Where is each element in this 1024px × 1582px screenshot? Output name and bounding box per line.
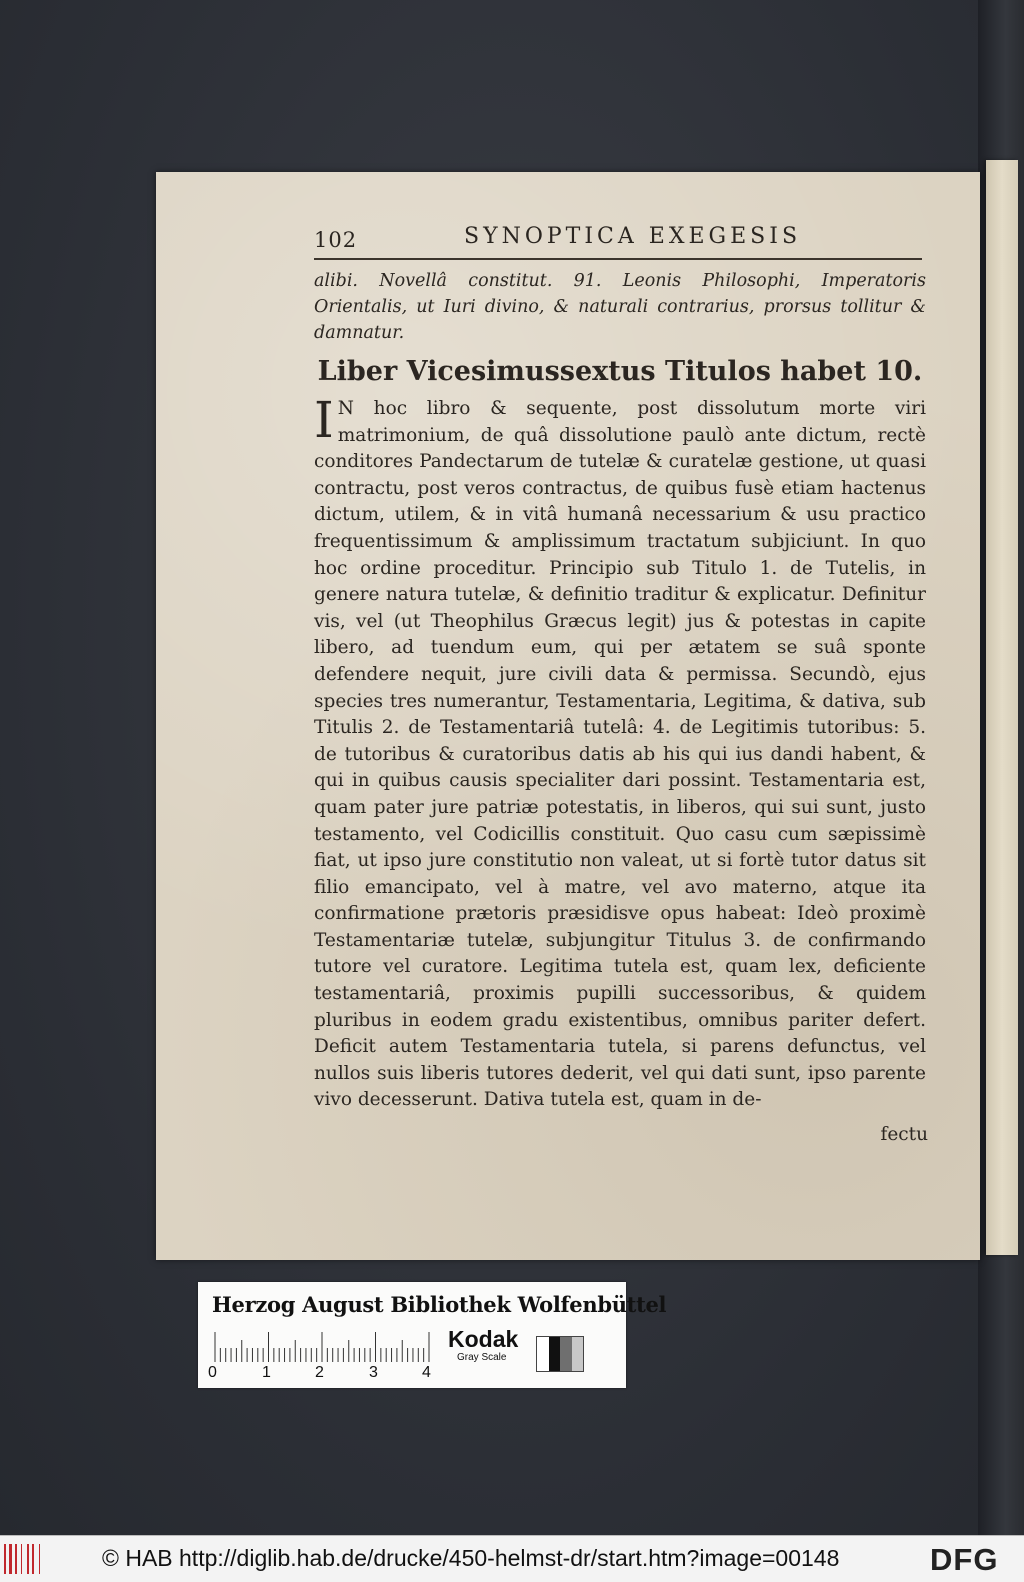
body-paragraph <box>314 391 926 1114</box>
page-number: 102 <box>314 228 358 252</box>
kodak-subtitle: Gray Scale <box>457 1352 507 1363</box>
ruler-number: 1 <box>262 1364 271 1381</box>
ruler-number: 4 <box>422 1364 431 1381</box>
library-name: Herzog August Bibliothek Wolfenbüttel <box>212 1292 667 1317</box>
ruler-number: 2 <box>315 1364 324 1381</box>
facing-page-edge <box>986 160 1018 1255</box>
kodak-logo: Kodak <box>448 1326 519 1352</box>
ruler-scale <box>214 1328 432 1362</box>
page-header <box>314 220 934 256</box>
ruler-number: 3 <box>369 1364 378 1381</box>
book-heading: Liber Vicesimussextus Titulos habet 10. <box>317 356 923 387</box>
footer-bar <box>0 1535 1024 1582</box>
body-text: N hoc libro & sequente, post dissolutum morte viri matrimonium, de quâ dissolutione paulò ante dictum, rectè conditores Pandectarum de tutelæ & curatelæ gestione, ut quasi contractu, post veros contractus, de quibus fusè etiam hactenus dictum, utilem, & in vitâ humanâ necessarium & usu practico frequentissimum & amplissimum tractatum subjiciunt. In quo hoc ordine proceditur. Principio sub Titulo 1. de Tutelis, in genere natura tutelæ, & definitio traditur & explicatur. Definitur vis, vel (ut Theophilus Græcus legit) jus & potestas in capite libero, ad tuendum eum, qui per ætatem se suâ sponte defendere nequit, jure civili data & permissa. Secundò, ejus species tres numerantur, Testamentaria, Legitima, & dativa, sub Titulis 2. de Testamentariâ tutelâ: 4. de Legitimis tutoribus: 5. de tutoribus & curatoribus datis ab his qui ius dandi habent, & qui in quibus causis specialiter dari possint. Testamentaria est, quam pater jure patriæ potestatis, in liberos, qui sui sunt, justo testamento, vel Codicillis constituit. Quo casu cum sæpissimè fiat, ut ipso jure constitutio non valeat, ut si fortè tutor datus sit filio emancipato, vel à matre, vel avo materno, atque ita confirmatione prætoris præsidisve opus habeat: Ideò proximè Testamentariæ tutelæ, subjungitur Titulus 3. de confirmando tutore vel curatore. Legitima tutela est, quam lex, deficiente testamentariâ, proximis pupilli successoribus, & quidem pluribus in eodem gradu existentibus, omnibus pariter defert. Deficit autem Testamentaria tutela, si parens defunctus, vel nullos suis liberis tutores dederit, vel qui dati sunt, ipso parente vivo decesserunt. Dativa tutela est, quam in de- <box>314 398 926 1111</box>
barcode-icon <box>4 1544 46 1574</box>
italic-note: alibi. Novellâ constitut. 91. Leonis Philosophi, Imperatoris Orientalis, ut Iuri divino, & naturali contrarius, prorsus tollitur & damnatur. <box>314 271 926 343</box>
ruler-numbers <box>208 1364 438 1384</box>
running-head: SYNOPTICA EXEGESIS <box>464 224 802 249</box>
page-text <box>314 268 926 1114</box>
book-page <box>156 172 980 1260</box>
gray-scale-patch <box>536 1336 584 1372</box>
ruler-number: 0 <box>208 1364 217 1381</box>
copyright-url[interactable]: © HAB http://diglib.hab.de/drucke/450-helmst-dr/start.htm?image=00148 <box>102 1545 840 1571</box>
catchword: fectu <box>880 1124 928 1145</box>
dfg-logo: DFG <box>930 1542 999 1577</box>
header-rule <box>314 258 922 260</box>
drop-cap: I <box>314 391 334 449</box>
library-label <box>198 1282 667 1388</box>
